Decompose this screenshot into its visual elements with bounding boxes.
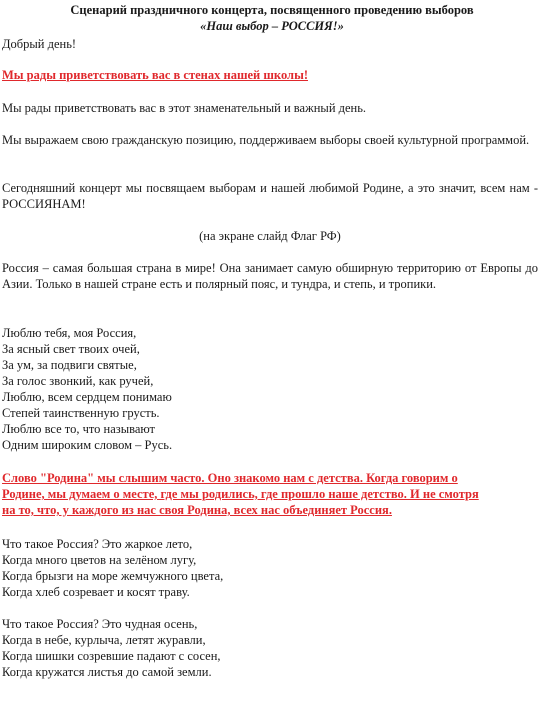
poem-line: За ясный свет твоих очей, xyxy=(2,342,140,356)
poem-line: Когда в небе, курлыча, летят журавли, xyxy=(2,633,206,647)
poem-line: Что такое Россия? Это жаркое лето, xyxy=(2,537,193,551)
poem-line: Когда хлеб созревает и косят траву. xyxy=(2,585,190,599)
poem-3 xyxy=(2,616,538,680)
poem-line: За голос звонкий, как ручей, xyxy=(2,374,154,388)
poem-line: Когда много цветов на зелёном лугу, xyxy=(2,553,197,567)
paragraph-4: Россия – самая большая страна в мире! Она занимает самую обширную территорию от Европы до Азии. Только в нашей стране есть и полярный пояс, и тундра, и степь, и тропики. xyxy=(2,261,538,291)
red-line: Родине, мы думаем о месте, где мы родились, где прошло наше детство. И не смотря xyxy=(2,487,479,501)
poem-line: Когда кружатся листья до самой земли. xyxy=(2,665,212,679)
poem-line: Люблю тебя, моя Россия, xyxy=(2,326,137,340)
poem-line: Когда шишки созревшие падают с сосен, xyxy=(2,649,221,663)
poem-line: Что такое Россия? Это чудная осень, xyxy=(2,617,198,631)
red-line: на то, что, у каждого из нас своя Родина, всех нас объединяет Россия. xyxy=(2,503,392,517)
paragraph-3: Сегодняшний концерт мы посвящаем выборам и нашей любимой Родине, а это значит, всем нам - РОССИЯНАМ! xyxy=(2,181,538,211)
stage-note: (на экране слайд Флаг РФ) xyxy=(199,229,341,243)
paragraph-1: Мы рады приветствовать вас в этот знаменательный и важный день. xyxy=(2,101,367,115)
red-line: Слово "Родина" мы слышим часто. Оно знакомо нам с детства. Когда говорим о xyxy=(2,471,458,485)
poem-2 xyxy=(2,536,538,600)
poem-line: Одним широким словом – Русь. xyxy=(2,438,173,452)
greeting: Добрый день! xyxy=(2,37,77,51)
poem-line: Люблю все то, что называют xyxy=(2,422,156,436)
document-title: Сценарий праздничного концерта, посвященного проведению выборов xyxy=(70,3,474,17)
red-welcome: Мы рады приветствовать вас в стенах нашей школы! xyxy=(2,68,308,82)
poem-line: Люблю, всем сердцем понимаю xyxy=(2,390,172,404)
document-subtitle: «Наш выбор – РОССИЯ!» xyxy=(200,19,344,33)
paragraph-2: Мы выражаем свою гражданскую позицию, поддерживаем выборы своей культурной программой. xyxy=(2,133,530,147)
poem-line: Когда брызги на море жемчужного цвета, xyxy=(2,569,224,583)
poem-line: Степей таинственную грусть. xyxy=(2,406,160,420)
poem-line: За ум, за подвиги святые, xyxy=(2,358,137,372)
red-block xyxy=(2,470,544,518)
poem-1 xyxy=(2,325,538,453)
